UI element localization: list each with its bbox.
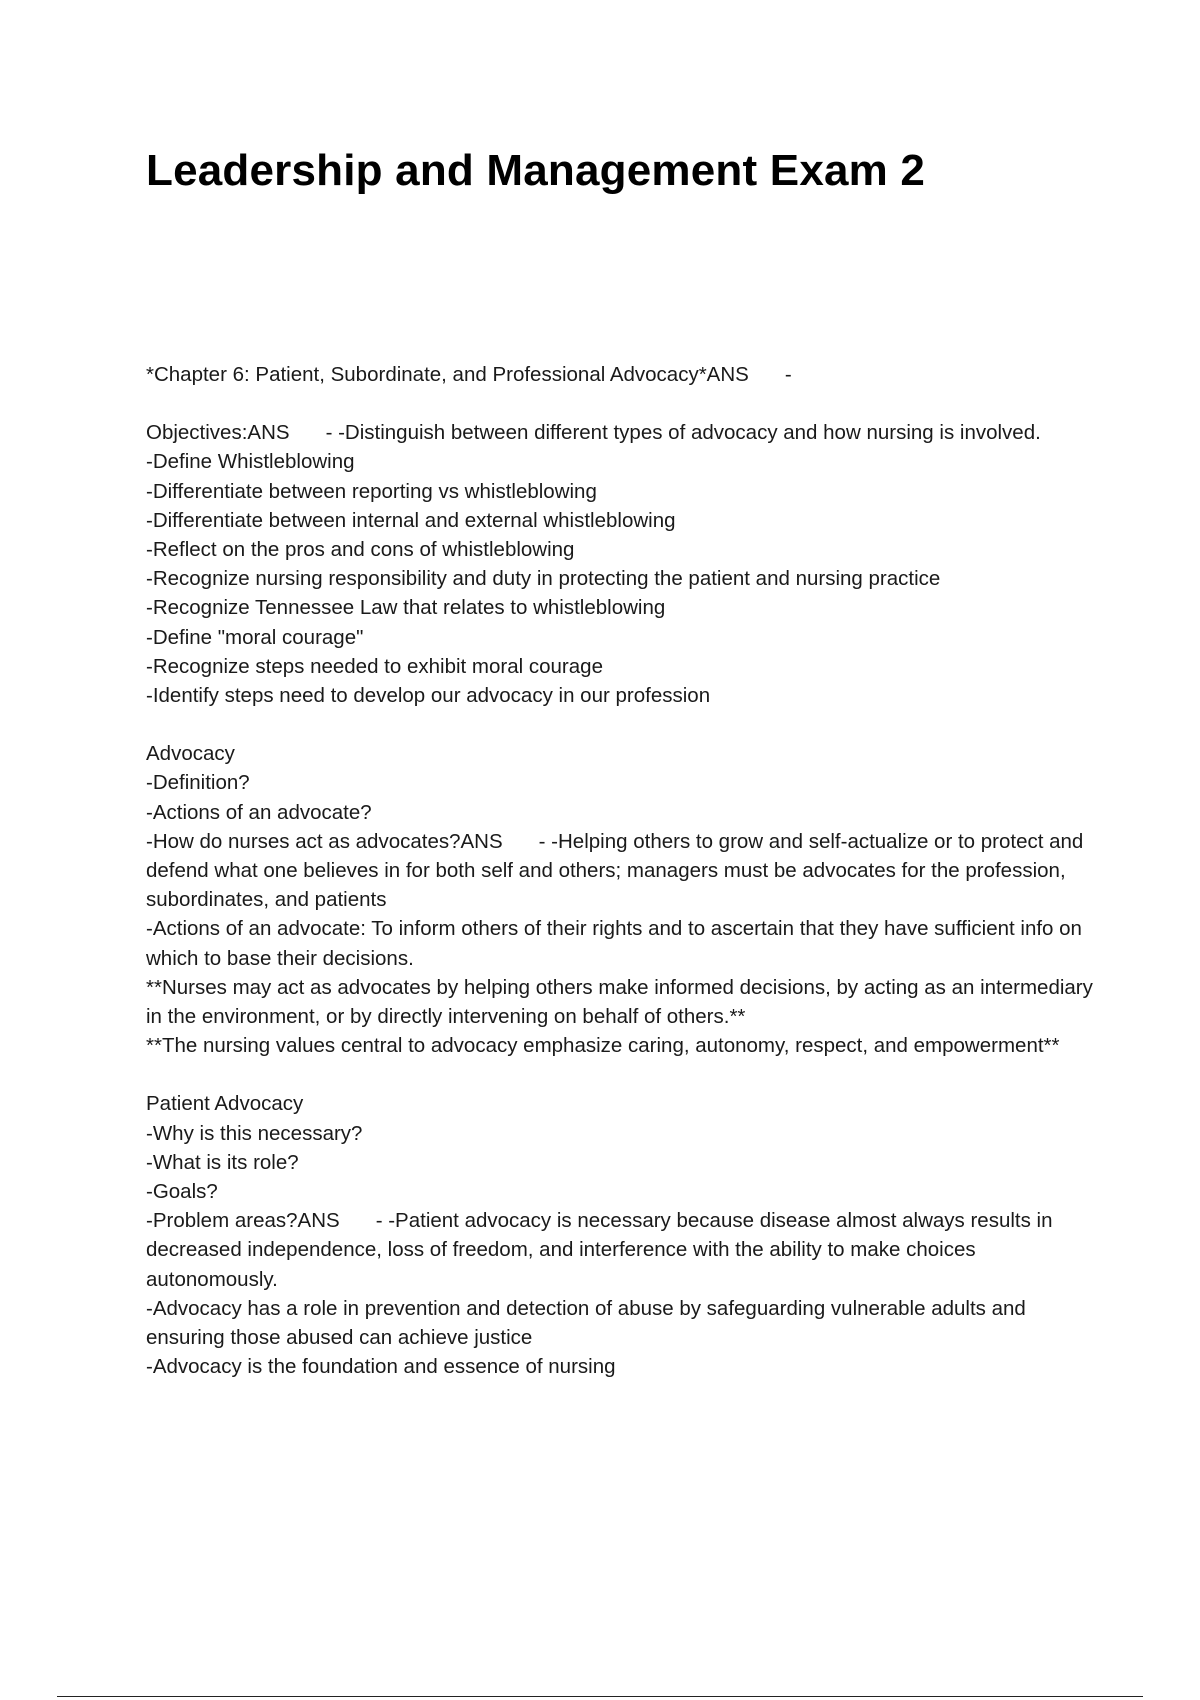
advocacy-heading: Advocacy	[146, 742, 235, 766]
advocacy-paragraph: -Actions of an advocate: To inform others of their rights and to ascertain that they have sufficient info on which to base their decisions.	[146, 917, 1082, 970]
footer-rule	[57, 1696, 1143, 1697]
objective-item: -Differentiate between internal and external whistleblowing	[146, 508, 676, 532]
objectives-first-text: - -Distinguish between different types of advocacy and how nursing is involved.	[325, 421, 1041, 445]
advocacy-answer: - -Helping others to grow and self-actualize or to protect and defend what one believes in for both self and others; managers must be advocates for the profession, subordinates, and patients	[146, 829, 1084, 912]
objective-item: -Define "moral courage"	[146, 625, 364, 649]
objective-item: -Define Whistleblowing	[146, 450, 355, 474]
patient-advocacy-line: -What is its role?	[146, 1150, 299, 1174]
objectives-label: Objectives:ANS	[146, 421, 290, 445]
page-title: Leadership and Management Exam 2	[146, 146, 926, 195]
objectives-section	[146, 418, 1096, 710]
advocacy-paragraph: **Nurses may act as advocates by helping others make informed decisions, by acting as an intermediary in the environment, or by directly intervening on behalf of others.**	[146, 975, 1093, 1029]
patient-advocacy-paragraph: -Advocacy is the foundation and essence of nursing	[146, 1355, 616, 1379]
patient-advocacy-paragraph: -Advocacy has a role in prevention and detection of abuse by safeguarding vulnerable adults and ensuring those abused can achieve justice	[146, 1296, 1026, 1350]
objective-item: -Differentiate between reporting vs whistleblowing	[146, 479, 597, 503]
patient-advocacy-question: -Problem areas?ANS	[146, 1209, 340, 1233]
document-body	[146, 360, 1096, 1411]
advocacy-line: -Definition?	[146, 771, 250, 795]
advocacy-question: -How do nurses act as advocates?ANS	[146, 829, 503, 853]
chapter-heading-tail: -	[784, 363, 792, 386]
advocacy-section	[146, 739, 1096, 1060]
advocacy-question-answer	[146, 827, 1096, 915]
advocacy-line: -Actions of an advocate?	[146, 800, 372, 824]
objective-item: -Recognize nursing responsibility and duty in protecting the patient and nursing practice	[146, 567, 941, 591]
patient-advocacy-question-answer	[146, 1206, 1096, 1294]
chapter-heading	[146, 360, 1096, 389]
objective-item: -Recognize steps needed to exhibit moral courage	[146, 654, 603, 678]
patient-advocacy-line: -Goals?	[146, 1180, 218, 1204]
patient-advocacy-section	[146, 1089, 1096, 1381]
advocacy-paragraph: **The nursing values central to advocacy emphasize caring, autonomy, respect, and empowerment**	[146, 1034, 1060, 1058]
objective-item: -Reflect on the pros and cons of whistleblowing	[146, 538, 575, 562]
patient-advocacy-heading: Patient Advocacy	[146, 1092, 304, 1116]
objectives-first-line	[146, 418, 1096, 447]
patient-advocacy-line: -Why is this necessary?	[146, 1121, 363, 1145]
chapter-heading-text: *Chapter 6: Patient, Subordinate, and Professional Advocacy*ANS	[146, 363, 749, 386]
objective-item: -Identify steps need to develop our advocacy in our profession	[146, 684, 711, 708]
chapter-heading-block	[146, 360, 1096, 389]
objective-item: -Recognize Tennessee Law that relates to whistleblowing	[146, 596, 666, 620]
patient-advocacy-answer: - -Patient advocacy is necessary because disease almost always results in decreased independence, loss of freedom, and interference with the ability to make choices autonomously.	[146, 1209, 1053, 1291]
